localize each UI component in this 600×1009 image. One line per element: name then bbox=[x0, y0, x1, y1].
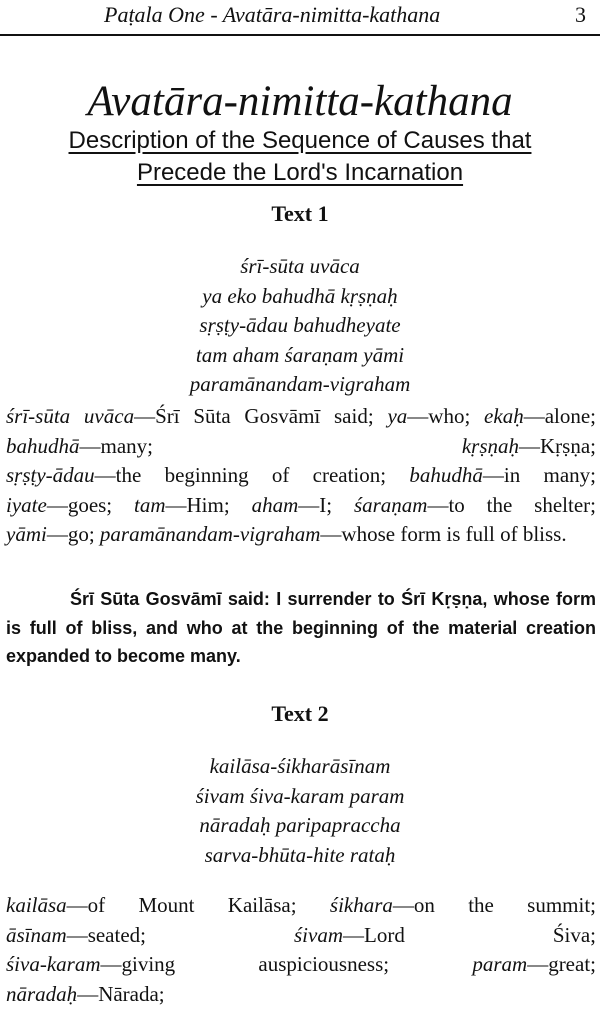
synonym-term: kṛṣṇaḥ bbox=[461, 433, 519, 458]
synonym-meaning: of Mount Kailāsa; bbox=[87, 893, 297, 917]
synonym-meaning: whose form is full of bliss. bbox=[341, 522, 567, 546]
synonym-item: param—great; bbox=[472, 952, 596, 976]
synonym-term: aham bbox=[251, 492, 299, 517]
synonym-term: śikhara bbox=[329, 893, 393, 917]
synonym-meaning: goes; bbox=[67, 492, 113, 517]
synonym-meaning: seated; bbox=[87, 922, 146, 947]
synonym-item: bahudhā—many; bbox=[6, 433, 153, 458]
synonym-term: sṛṣṭy-ādau bbox=[6, 463, 95, 487]
synonym-meaning: giving auspiciousness; bbox=[121, 952, 390, 976]
synonym-meaning: Kṛṣṇa; bbox=[540, 433, 596, 458]
synonym-meaning: many; bbox=[100, 433, 153, 458]
synonym-meaning: Nārada; bbox=[98, 981, 165, 1006]
synonym-item: āsīnam—seated; bbox=[6, 922, 146, 947]
synonym-term: āsīnam bbox=[6, 922, 67, 947]
header-rule bbox=[0, 34, 600, 36]
verse-line: ya eko bahudhā kṛṣṇaḥ bbox=[202, 283, 398, 308]
synonym-meaning: alone; bbox=[544, 404, 597, 428]
synonym-term: nāradaḥ bbox=[6, 981, 78, 1006]
verse-line: kailāsa-śikharāsīnam bbox=[209, 754, 391, 778]
verse-translation: Śrī Sūta Gosvāmī said: I surrender to Śrī Kṛṣṇa, whose form is full of bliss, and who at the beginning of the material creation expanded to become many. bbox=[6, 589, 596, 666]
synonym-term: bahudhā bbox=[6, 433, 80, 458]
synonym-meaning: on the summit; bbox=[413, 893, 597, 917]
synonym-term: ekaḥ bbox=[484, 404, 524, 428]
synonym-meaning: in many; bbox=[503, 463, 596, 487]
synonym-meaning: I; bbox=[319, 492, 333, 517]
synonym-item: bahudhā—in many; bbox=[409, 463, 596, 487]
synonym-item: śiva-karam—giving auspiciousness; bbox=[6, 952, 390, 976]
verse-line: sṛṣṭy-ādau bahudheyate bbox=[199, 313, 401, 337]
synonym-term: iyate bbox=[6, 492, 47, 517]
synonym-item: paramānandam-vigraham—whose form is full of bliss. bbox=[99, 522, 567, 546]
text-heading: Text 2 bbox=[271, 701, 329, 726]
synonym-item: tam—Him; bbox=[134, 492, 230, 517]
synonym-item: yāmi—go; bbox=[6, 522, 95, 546]
synonym-item: kailāsa—of Mount Kailāsa; bbox=[6, 893, 297, 917]
synonym-term: paramānandam-vigraham bbox=[99, 522, 321, 546]
synonym-item: kṛṣṇaḥ—Kṛṣṇa; bbox=[461, 433, 596, 458]
synonym-term: tam bbox=[134, 492, 166, 517]
synonym-term: param bbox=[472, 952, 528, 976]
verse-line: śivam śiva-karam param bbox=[195, 783, 405, 808]
synonym-term: śivam bbox=[294, 922, 343, 947]
synonym-meaning: Śrī Sūta Gosvāmī said; bbox=[155, 404, 374, 428]
synonym-item: ekaḥ—alone; bbox=[484, 404, 597, 428]
verse-line: paramānandam-vigraham bbox=[189, 372, 411, 396]
sanskrit-verse bbox=[0, 252, 600, 400]
verse-line: sarva-bhūta-hite rataḥ bbox=[204, 842, 396, 867]
verse-line: śrī-sūta uvāca bbox=[240, 254, 360, 278]
synonym-meaning: to the shelter; bbox=[448, 492, 596, 517]
synonym-meaning: great; bbox=[548, 952, 596, 976]
synonym-item: śrī-sūta uvāca—Śrī Sūta Gosvāmī said; bbox=[6, 404, 374, 428]
verse-line: tam aham śaraṇam yāmi bbox=[195, 342, 405, 367]
synonym-term: yāmi bbox=[6, 522, 47, 546]
word-for-word-synonyms bbox=[6, 402, 596, 550]
text-heading: Text 1 bbox=[271, 201, 329, 226]
synonym-term: śaraṇam bbox=[353, 492, 428, 517]
subtitle-line: Precede the Lord's Incarnation bbox=[136, 159, 464, 186]
synonym-term: bahudhā bbox=[409, 463, 483, 487]
synonym-term: kailāsa bbox=[6, 893, 67, 917]
verse-line: nāradaḥ paripapraccha bbox=[199, 813, 401, 837]
synonym-term: ya bbox=[387, 404, 408, 428]
running-title: Paṭala One - Avatāra-nimitta-kathana bbox=[104, 2, 441, 27]
synonym-meaning: go; bbox=[67, 522, 95, 546]
running-header bbox=[0, 0, 600, 30]
synonym-item: śaraṇam—to the shelter; bbox=[353, 492, 596, 517]
synonym-meaning: Lord Śiva; bbox=[364, 922, 596, 947]
synonym-term: śrī-sūta uvāca bbox=[6, 404, 135, 428]
word-for-word-synonyms bbox=[6, 891, 596, 1009]
synonym-item: nāradaḥ—Nārada; bbox=[6, 981, 165, 1006]
synonym-item: sṛṣṭy-ādau—the beginning of creation; bbox=[6, 463, 387, 487]
synonym-item: śikhara—on the summit; bbox=[329, 893, 597, 917]
synonym-item: ya—who; bbox=[387, 404, 471, 428]
subtitle-line: Description of the Sequence of Causes that bbox=[68, 127, 532, 154]
synonym-item: aham—I; bbox=[251, 492, 333, 517]
synonym-item: śivam—Lord Śiva; bbox=[294, 922, 596, 947]
sanskrit-verse bbox=[0, 752, 600, 870]
synonym-item: iyate—goes; bbox=[6, 492, 113, 517]
synonym-term: śiva-karam bbox=[6, 952, 101, 976]
page-number: 3 bbox=[575, 2, 586, 27]
synonym-meaning: the beginning of creation; bbox=[115, 463, 387, 487]
chapter-title: Avatāra-nimitta-kathana bbox=[87, 78, 513, 125]
chapter-subtitle bbox=[0, 125, 600, 189]
synonym-meaning: Him; bbox=[186, 492, 230, 517]
synonym-meaning: who; bbox=[428, 404, 471, 428]
